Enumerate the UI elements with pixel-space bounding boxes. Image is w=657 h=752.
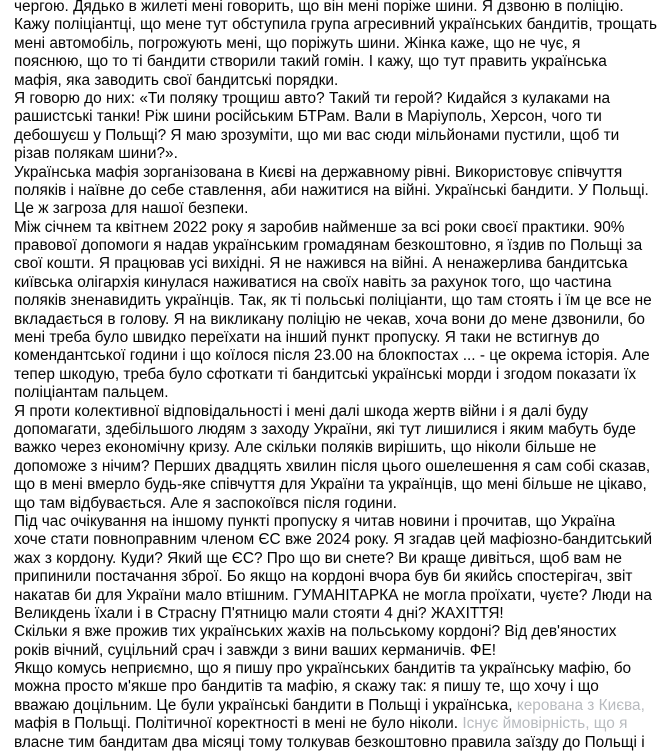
faded-text: Існує ймовірність, що я xyxy=(458,715,628,733)
post-line: поляків зненавидить українців. Так, як ті польські поліціанти, що там стоять і їм це все не xyxy=(14,292,652,310)
post-line: Це ж загроза для нашої безпеки. xyxy=(14,200,249,218)
post-line: Під час очікування на іншому пункті пропуску я читав новини і прочитав, що Україна xyxy=(14,512,616,530)
post-line: Скільки я вже прожив тих українських жахів на польському кордоні? Від дев'яностих xyxy=(14,623,617,641)
post-line: Кажу поліціантці, що мене тут обступила група агресивний українських бандитів, трощать xyxy=(14,16,657,34)
post-line: Я проти колективної відповідальності і мені далі шкода жертв війни і я далі буду xyxy=(14,402,589,420)
post-line: накатав би для України мало втішним. ГУМАНІТАРКА не могла проїхати, чуєте? Люди на xyxy=(14,586,652,604)
post-line: Між січнем та квітнем 2022 року я заробив найменше за всі роки своєї практики. 90% xyxy=(14,218,625,236)
post-line: Якщо комусь неприємно, що я пишу про українських бандитів та українську мафію, бо xyxy=(14,660,632,678)
post-line: дебошуєш у Польщі? Я маю зрозуміти, що ми вас сюди мільйонами пустили, щоб ти xyxy=(14,126,620,144)
post-line: років вічний, суцільний срач і завжди з вини ваших керманичів. ФЕ! xyxy=(14,641,497,659)
post-line: Великдень їхали і в Страсну П'ятницю мали стояти 4 дні? ЖАХІТТЯ! xyxy=(14,604,504,622)
post-line: мафія, яка заводить свої бандитські порядки. xyxy=(14,71,339,89)
post-line: пояснюю, що то ті бандити створили такий гомін. І кажу, що тут править українська xyxy=(14,53,607,71)
post-line: чергою. Дядько в жилеті мені говорить, що він мені поріже шини. Я дзвоню в поліцію. xyxy=(14,0,624,15)
post-line-text: мафія в Польщі. Політичної коректності в мені не було ніколи. xyxy=(14,715,459,733)
post-line: важко через економічну кризу. Але скільки поляків вирішить, що ніколи більше не xyxy=(14,439,597,457)
post-line: поліціантам пальцем. xyxy=(14,384,169,402)
post-line: рашистські танки! Ріж шини російським БТРам. Вали в Маріуполь, Херсон, чого ти xyxy=(14,108,602,126)
post-line: вкладається в голову. Я на викликану поліцію не чекав, хоча вони до мене дзвонили, бо xyxy=(14,310,645,328)
post-line: тепер шкодую, треба було сфоткати ті бандитські українські морди і згодом показати їх xyxy=(14,365,637,383)
post-line: комендантської години і що коїлося після 23.00 на блокпостах ... - це окрема історія. Але xyxy=(14,347,650,365)
post-line: Я говорю до них: «Ти поляку трощиш авто? Такий ти герой? Кидайся з кулаками на xyxy=(14,89,611,107)
post-line: Українська мафія зорганізована в Києві на державному рівні. Використовує співчуття xyxy=(14,163,623,181)
post-line: що в мені вмерло будь-яке співчуття для України та українців, що мені більше не цікаво, xyxy=(14,476,647,494)
post-line: припинили постачання зброї. Бо якщо на кордоні вчора був би якийсь спостерігач, звіт xyxy=(14,568,633,586)
post-line: мені автомобіль, погрожують мені, що поріжуть шини. Жінка каже, що не чує, я xyxy=(14,34,581,52)
post-line: правової допомоги я надав українським громадянам безкоштовно, я їздив по Польщі за xyxy=(14,237,643,255)
post-line: жах з кордону. Куди? Який ще ЄС? Про що ви снете? Ви краще дивіться, щоб вам не xyxy=(14,549,622,567)
post-line: допомагати, здебільшого людям з заходу України, які тут лишилися і яким мабуть буде xyxy=(14,420,636,438)
post-line: київська олігархія кинулася наживатися на своїх навіть за рахунок того, що частина xyxy=(14,273,612,291)
post-line: власне тим бандитам два місяці тому толкував безкоштовно правила заїзду до Польщі і xyxy=(14,733,645,751)
post-line: допоможе з нічим? Перших двадцять хвилин після цього ошелешення я сам собі сказав, xyxy=(14,457,651,475)
post-line: різав полякам шини?». xyxy=(14,145,178,163)
post-line: що там відбувається. Але я заспокоївся після години. xyxy=(14,494,397,512)
post-line: можна просто м'якше про бандитів та мафію, я скажу так: я пишу те, що хочу і що xyxy=(14,678,599,696)
post-line: хоче стати повноправним членом ЄС вже 2024 року. Я згадав цей мафіозно-бандитський xyxy=(14,531,653,549)
post-line: свої кошти. Я працював усі вихідні. Я не нажився на війні. А ненажерлива бандитська xyxy=(14,255,628,273)
post-line: поляків і наївне до себе ставлення, аби нажитися на війні. Українські бандити. У Польщі. xyxy=(14,181,649,199)
post-line-text: вважаю доцільним. Це були українські бандити в Польщі і українська, xyxy=(14,696,513,714)
post-line xyxy=(14,715,628,733)
post-line: мені треба було швидко переїхати на інший пункт пропуску. Я таки не встигнув до xyxy=(14,329,600,347)
post-line xyxy=(14,696,645,715)
faded-text: керована з Києва, xyxy=(512,696,645,714)
